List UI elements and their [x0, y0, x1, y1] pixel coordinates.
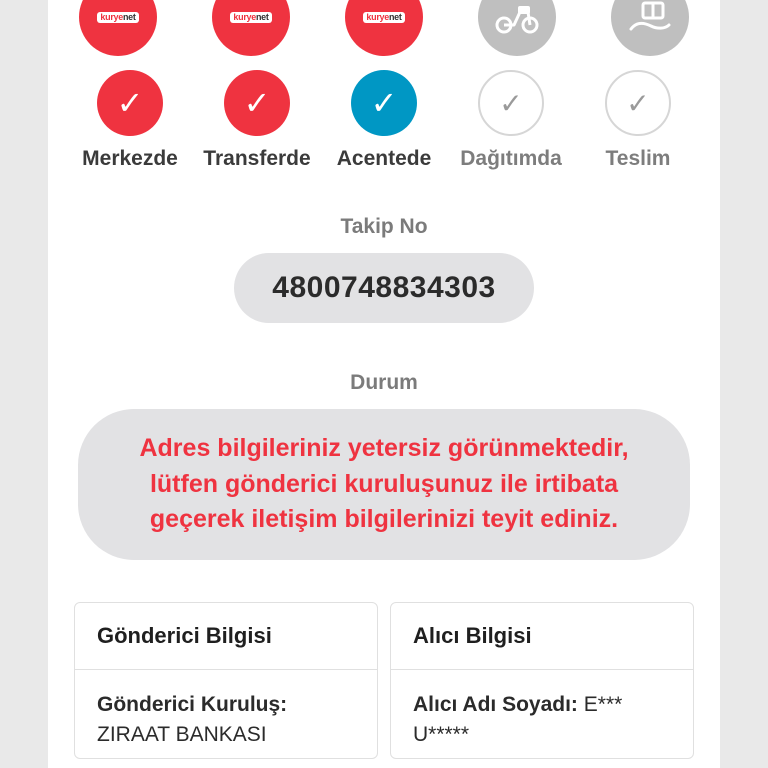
page-content	[48, 0, 720, 768]
tracking-number-section	[48, 215, 720, 323]
step-check-icon: ✓	[478, 70, 544, 136]
tracker-icon-agency	[340, 0, 428, 56]
tracker-steps-row	[74, 70, 694, 171]
step-label: Dağıtımda	[460, 147, 562, 170]
brand-chip-text: kurye	[233, 11, 256, 22]
tracker-icon-warehouse	[74, 0, 162, 56]
brand-chip-suffix: net	[388, 11, 402, 22]
step-teslim[interactable]	[582, 70, 694, 171]
step-label: Transferde	[203, 147, 311, 170]
sender-card	[74, 602, 378, 760]
status-message-box	[78, 409, 690, 560]
tracking-number-label: Takip No	[340, 215, 428, 238]
tracker-icon-delivery	[606, 0, 694, 56]
receiver-name-value: E*** U*****	[413, 692, 623, 746]
truck-icon	[212, 0, 290, 56]
scooter-icon	[478, 0, 556, 56]
status-section	[48, 371, 720, 560]
hand-package-icon	[611, 0, 689, 56]
sender-org-key: Gönderici Kuruluş:	[97, 692, 288, 716]
step-label: Teslim	[605, 147, 671, 170]
tracker-icon-scooter	[473, 0, 561, 56]
receiver-card-body	[391, 670, 693, 759]
brand-chip-text: kurye	[366, 11, 389, 22]
receiver-name-key: Alıcı Adı Soyadı:	[413, 692, 578, 716]
sender-org-value: ZIRAAT BANKASI	[97, 722, 267, 746]
step-transferde[interactable]	[201, 70, 313, 171]
status-label: Durum	[350, 371, 418, 394]
step-check-icon: ✓	[224, 70, 290, 136]
step-check-icon: ✓	[97, 70, 163, 136]
receiver-card	[390, 602, 694, 760]
shipment-tracker	[48, 0, 720, 170]
brand-chip	[363, 12, 404, 23]
scooter-glyph	[494, 0, 540, 34]
brand-chip	[230, 12, 271, 23]
tracker-icon-truck	[207, 0, 295, 56]
step-merkezde[interactable]	[74, 70, 186, 171]
hand-package-glyph	[627, 0, 673, 35]
warehouse-icon	[79, 0, 157, 56]
step-label: Acentede	[336, 147, 432, 170]
brand-chip	[97, 12, 138, 23]
step-check-icon: ✓	[605, 70, 671, 136]
receiver-card-title: Alıcı Bilgisi	[391, 603, 693, 670]
brand-chip-suffix: net	[122, 11, 136, 22]
info-cards	[48, 602, 720, 760]
sender-card-body	[75, 670, 377, 759]
step-label: Merkezde	[82, 147, 178, 170]
tracking-number-value[interactable]: 4800748834303	[234, 253, 534, 323]
brand-chip-text: kurye	[100, 11, 123, 22]
status-message: Adres bilgileriniz yetersiz görünmektedir, lütfen gönderici kuruluşunuz ile irtibata geçerek iletişim bilgilerinizi teyit ediniz.	[139, 434, 629, 533]
step-check-icon: ✓	[351, 70, 417, 136]
tracker-icons-row	[74, 0, 694, 56]
sender-card-title: Gönderici Bilgisi	[75, 603, 377, 670]
step-acentede[interactable]	[328, 70, 440, 171]
step-dagitimda[interactable]	[455, 70, 567, 171]
brand-chip-suffix: net	[255, 11, 269, 22]
agency-building-icon	[345, 0, 423, 56]
